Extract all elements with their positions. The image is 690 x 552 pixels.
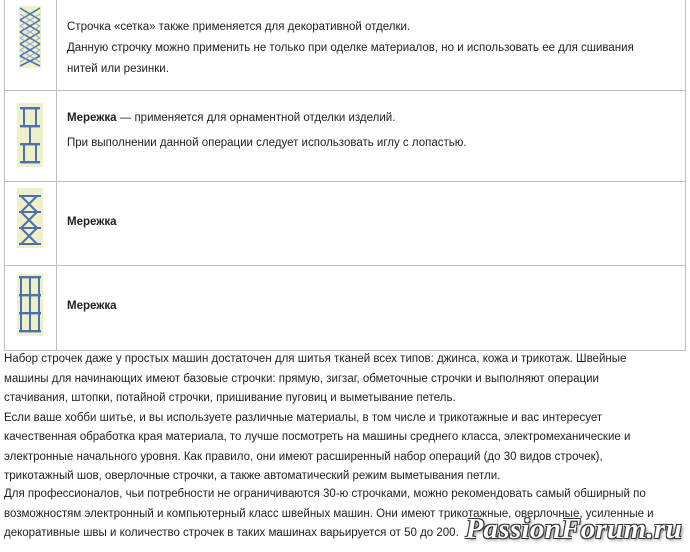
paragraph-machines xyxy=(4,350,684,487)
stitch-description xyxy=(67,212,679,233)
paragraph-line: Набор строчек даже у простых машин достаточен для шитья тканей всех типов: джинса, кожа и трикотаж. Швейные xyxy=(4,353,627,365)
description-line: При выполнении данной операции следует использовать иглу с лопастью. xyxy=(67,137,467,149)
stitch-icon-cell xyxy=(5,91,57,181)
stitch-icon-cell xyxy=(5,0,57,90)
description-line xyxy=(67,212,679,233)
hemstitch-bars-icon xyxy=(17,103,43,167)
stitch-row xyxy=(5,0,685,91)
paragraph-line: трикотажный шов, оверлочные строчки, а также автоматический режим выметывания петли. xyxy=(4,470,501,482)
watermark: PassionForum.ru xyxy=(465,513,682,545)
grid-lattice-stitch-icon xyxy=(17,6,43,68)
stitch-title: Мережка xyxy=(67,112,117,124)
description-line: Данную строчку можно применить не только при оделке материалов, но и использовать ее для сшивания xyxy=(67,42,634,54)
paragraph-line: возможностям электронный и компьютерный класс швейных машин. Они имеют трикотажные, оверлочные, усиленные и xyxy=(4,507,654,520)
stitch-row xyxy=(5,266,685,351)
hemstitch-zigzag-icon xyxy=(17,188,43,248)
description-line: Строчка «сетка» также применяется для декоративной отделки. xyxy=(67,21,411,33)
stitch-row xyxy=(5,91,685,182)
stitch-table xyxy=(4,0,686,351)
paragraph-line: стачивания, штопки, потайной строчки, пришивание пуговиц и выметывание петель. xyxy=(4,392,456,404)
description-line xyxy=(67,108,679,129)
paragraph-line: качественная обработка края материала, то лучше посмотреть на машины среднего класса, электромеханические и xyxy=(4,431,631,443)
description-line xyxy=(67,296,679,317)
paragraph-line: Если ваше хобби шитье, и вы используете различные материалы, в том числе и трикотажные и вас интересует xyxy=(4,411,603,424)
paragraph-line: Для профессионалов, чьи потребности не ограничиваются 30-ю строчками, можно рекомендовать самый обширный по xyxy=(4,488,646,500)
paragraph-line: машины для начинающих имеют базовые строчки: прямую, зигзаг, обметочные строчки и выполняют операции xyxy=(4,372,599,385)
stitch-title: Мережка xyxy=(67,216,117,228)
stitch-description xyxy=(67,108,679,154)
stitch-icon-cell xyxy=(5,182,57,265)
stitch-description xyxy=(67,296,679,317)
stitch-title-rest: — применяется для орнаментной отделки изделий. xyxy=(116,112,396,124)
stitch-description xyxy=(67,17,679,80)
paragraph-line: электронные начального уровня. Как правило, они имеют расширенный набор операций (до 30 видов строчек), xyxy=(4,450,603,463)
stitch-title: Мережка xyxy=(67,300,117,312)
stitch-icon-cell xyxy=(5,266,57,350)
paragraph-line: декоративные швы и количество строчек в таких машинах варьируется от 50 до 200. xyxy=(4,527,459,539)
description-line: нитей или резинки. xyxy=(67,63,169,75)
hemstitch-boxes-icon xyxy=(17,274,43,336)
stitch-row xyxy=(5,182,685,266)
